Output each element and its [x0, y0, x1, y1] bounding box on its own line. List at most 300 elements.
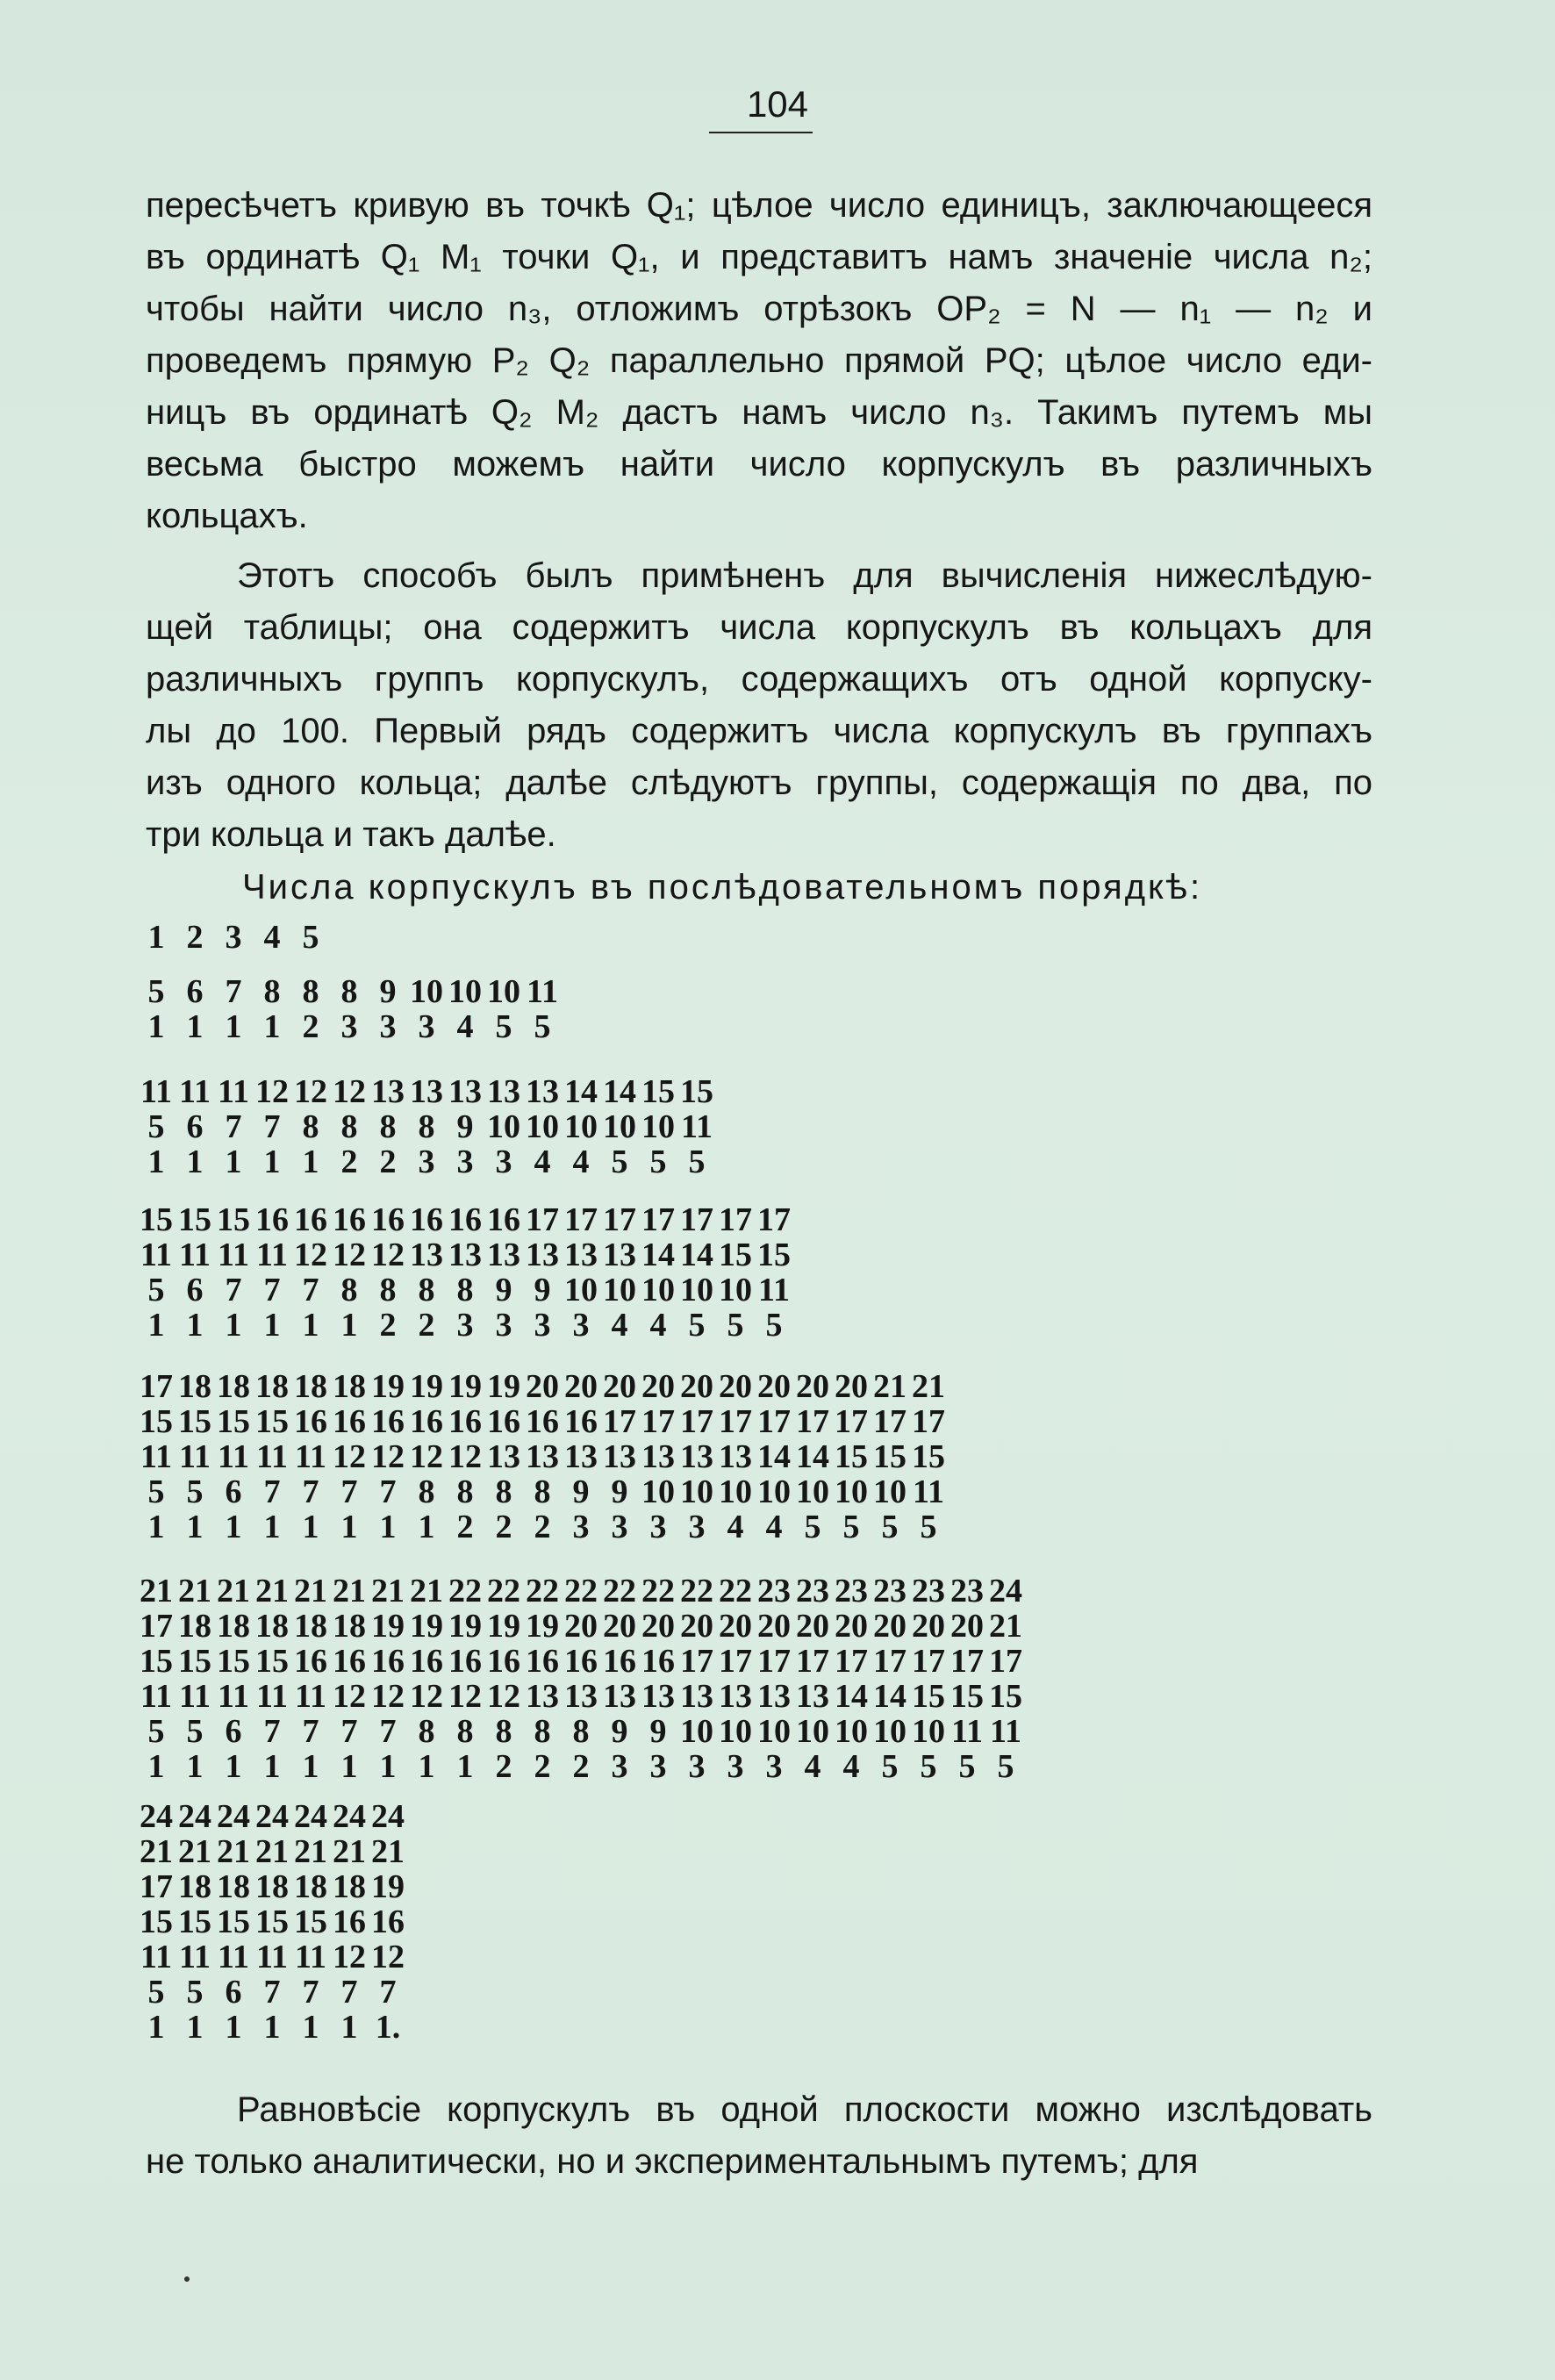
table-cell: 5 [997, 1748, 1014, 1785]
table-cell: 15 [140, 1903, 173, 1940]
table-cell: 15 [255, 1643, 289, 1680]
table-cell: 12 [448, 1678, 482, 1715]
table-cell: 18 [333, 1368, 366, 1405]
table-cell: 1 [418, 1748, 435, 1785]
table-cell: 7 [302, 1272, 319, 1308]
table-cell: 8 [418, 1108, 435, 1145]
table-cell: 14 [680, 1237, 713, 1273]
table-row [137, 1272, 793, 1308]
table-cell: 21 [178, 1573, 211, 1609]
table-cell: 10 [873, 1473, 906, 1510]
table-cell: 9 [649, 1713, 667, 1750]
table-cell: 10 [603, 1272, 636, 1308]
table-cell: 12 [371, 1237, 405, 1273]
table-cell: 3 [418, 1143, 435, 1180]
table-cell: 7 [302, 1974, 319, 2011]
table-row [137, 1904, 407, 1939]
table-row [137, 1679, 1025, 1714]
table-cell: 12 [294, 1073, 327, 1110]
table-cell: 21 [140, 1573, 173, 1609]
table-row [137, 1644, 1025, 1679]
table-cell: 3 [649, 1748, 667, 1785]
table-cell: 1 [302, 1509, 319, 1545]
table-cell: 3 [688, 1509, 706, 1545]
table-cell: 10 [796, 1473, 829, 1510]
table-cell: 20 [950, 1608, 984, 1645]
table-row [137, 1144, 716, 1179]
table-cell: 21 [294, 1833, 327, 1870]
table-cell: 16 [333, 1403, 366, 1440]
ink-speck [184, 2276, 190, 2282]
table-cell: 15 [641, 1073, 675, 1110]
table-cell: 17 [140, 1368, 173, 1405]
table-cell: 12 [333, 1438, 366, 1475]
table-cell: 1 [147, 1143, 165, 1180]
table-cell: 12 [333, 1939, 366, 1975]
table-cell: 1 [302, 1748, 319, 1785]
table-cell: 21 [912, 1368, 945, 1405]
table-cell: 12 [371, 1438, 405, 1475]
text-line: весьма быстро можемъ найти число корпускулъ въ различныхъ [146, 445, 1372, 484]
table-cell: 22 [680, 1573, 713, 1609]
table-cell: 1 [147, 1008, 165, 1045]
table-cell: 8 [534, 1713, 551, 1750]
text-line: различныхъ группъ корпускулъ, содержащихъ отъ одной корпуску- [146, 660, 1372, 699]
table-cell: 5 [842, 1509, 860, 1545]
table-cell: 8 [418, 1473, 435, 1510]
table-cell: 11 [140, 1237, 172, 1273]
table-cell: 11 [913, 1473, 944, 1510]
table-cell: 13 [680, 1678, 713, 1715]
table-cell: 13 [448, 1237, 482, 1273]
table-cell: 13 [603, 1237, 636, 1273]
table-cell: 17 [796, 1643, 829, 1680]
table-cell: 20 [641, 1368, 675, 1405]
table-cell: 1 [456, 1748, 474, 1785]
table-row [137, 1308, 793, 1343]
table-cell: 10 [603, 1108, 636, 1145]
table-cell: 16 [333, 1201, 366, 1238]
table-cell: 16 [448, 1201, 482, 1238]
table-group [137, 920, 330, 955]
table-cell: 12 [371, 1939, 405, 1975]
table-cell: 16 [603, 1643, 636, 1680]
table-cell: 2 [572, 1748, 590, 1785]
text-line: Этотъ способъ былъ примѣненъ для вычисленiя нижеслѣдую- [237, 556, 1372, 595]
table-cell: 19 [371, 1608, 405, 1645]
table-group [137, 1799, 407, 2045]
text-line: не только аналитически, но и экспериментальнымъ путемъ; для [146, 2142, 1199, 2181]
table-cell: 13 [487, 1438, 520, 1475]
table-cell: 20 [680, 1368, 713, 1405]
table-cell: 8 [379, 1272, 397, 1308]
table-cell: 4 [727, 1509, 744, 1545]
table-row [137, 1202, 793, 1237]
table-cell: 15 [178, 1903, 211, 1940]
paragraph-2 [146, 550, 1372, 861]
table-cell: 15 [950, 1678, 984, 1715]
table-cell: 16 [448, 1643, 482, 1680]
table-cell: 15 [217, 1903, 250, 1940]
table-cell: 20 [835, 1368, 868, 1405]
table-cell: 13 [641, 1438, 675, 1475]
table-row [137, 974, 562, 1009]
table-cell: 16 [448, 1403, 482, 1440]
table-cell: 4 [804, 1748, 821, 1785]
table-cell: 16 [371, 1403, 405, 1440]
text-line: щей таблицы; она содержитъ числа корпускулъ въ кольцахъ для [146, 608, 1372, 647]
text-line: три кольца и такъ далѣе. [146, 815, 556, 854]
table-cell: 15 [178, 1403, 211, 1440]
table-cell: 23 [796, 1573, 829, 1609]
table-cell: 5 [186, 1713, 204, 1750]
table-cell: 10 [757, 1473, 791, 1510]
table-cell: 9 [611, 1713, 628, 1750]
table-row [137, 1749, 1025, 1784]
table-cell: 8 [572, 1713, 590, 1750]
table-cell: 12 [448, 1438, 482, 1475]
table-cell: 23 [757, 1573, 791, 1609]
table-cell: 10 [796, 1713, 829, 1750]
table-cell: 16 [410, 1201, 443, 1238]
table-cell: 16 [564, 1403, 598, 1440]
table-cell: 2 [186, 919, 204, 956]
table-cell: 10 [873, 1713, 906, 1750]
table-cell: 7 [225, 1272, 242, 1308]
table-cell: 16 [487, 1201, 520, 1238]
table-cell: 1 [225, 1008, 242, 1045]
table-cell: 24 [140, 1798, 173, 1835]
table-cell: 5 [920, 1509, 937, 1545]
table-cell: 21 [140, 1833, 173, 1870]
table-cell: 8 [495, 1473, 512, 1510]
table-cell: 8 [302, 973, 319, 1010]
table-cell: 14 [603, 1073, 636, 1110]
table-cell: 17 [719, 1403, 752, 1440]
table-cell: 19 [448, 1608, 482, 1645]
table-cell: 1 [186, 1008, 204, 1045]
table-cell: 7 [379, 1473, 397, 1510]
table-group [137, 1369, 948, 1545]
table-cell: 24 [217, 1798, 250, 1835]
table-cell: 1. [375, 2009, 401, 2046]
table-cell: 24 [294, 1798, 327, 1835]
table-cell: 12 [294, 1237, 327, 1273]
table-cell: 4 [534, 1143, 551, 1180]
table-cell: 11 [256, 1237, 288, 1273]
table-cell: 1 [186, 2009, 204, 2046]
table-cell: 13 [757, 1678, 791, 1715]
table-cell: 11 [179, 1939, 211, 1975]
table-cell: 17 [873, 1643, 906, 1680]
table-cell: 5 [147, 1974, 165, 2011]
table-cell: 9 [379, 973, 397, 1010]
table-cell: 11 [681, 1108, 713, 1145]
table-cell: 1 [340, 1509, 358, 1545]
table-caption: Числа корпускулъ въ послѣдовательномъ порядкѣ: [242, 868, 1203, 907]
table-cell: 20 [603, 1608, 636, 1645]
table-cell: 20 [603, 1368, 636, 1405]
table-cell: 1 [263, 1307, 281, 1344]
table-cell: 11 [256, 1438, 288, 1475]
text-line: проведемъ прямую P₂ Q₂ параллельно прямой PQ; цѣлое число еди- [146, 341, 1372, 380]
table-cell: 1 [263, 1509, 281, 1545]
table-cell: 6 [225, 1473, 242, 1510]
table-cell: 3 [572, 1509, 590, 1545]
table-cell: 7 [225, 973, 242, 1010]
table-cell: 2 [340, 1143, 358, 1180]
table-cell: 13 [719, 1438, 752, 1475]
table-cell: 4 [765, 1509, 783, 1545]
table-cell: 16 [294, 1643, 327, 1680]
table-cell: 13 [410, 1073, 443, 1110]
table-cell: 11 [990, 1713, 1021, 1750]
table-cell: 22 [526, 1573, 559, 1609]
table-cell: 2 [495, 1509, 512, 1545]
table-cell: 7 [263, 1108, 281, 1145]
table-cell: 15 [680, 1073, 713, 1110]
table-cell: 19 [410, 1608, 443, 1645]
table-cell: 2 [534, 1748, 551, 1785]
table-cell: 10 [448, 973, 482, 1010]
table-cell: 17 [757, 1643, 791, 1680]
table-row [137, 1009, 562, 1044]
table-cell: 13 [487, 1073, 520, 1110]
table-cell: 1 [302, 1143, 319, 1180]
table-cell: 1 [379, 1748, 397, 1785]
table-cell: 14 [757, 1438, 791, 1475]
table-cell: 16 [487, 1643, 520, 1680]
table-cell: 21 [255, 1833, 289, 1870]
table-cell: 17 [641, 1403, 675, 1440]
table-cell: 8 [340, 1108, 358, 1145]
table-cell: 8 [302, 1108, 319, 1145]
table-cell: 17 [835, 1403, 868, 1440]
table-cell: 13 [603, 1438, 636, 1475]
table-row [137, 1799, 407, 1834]
table-cell: 16 [255, 1201, 289, 1238]
table-cell: 22 [564, 1573, 598, 1609]
table-cell: 16 [371, 1903, 405, 1940]
table-row [137, 1834, 407, 1869]
table-cell: 3 [340, 1008, 358, 1045]
table-cell: 3 [495, 1143, 512, 1180]
table-cell: 15 [989, 1678, 1022, 1715]
table-cell: 20 [719, 1368, 752, 1405]
table-cell: 20 [873, 1608, 906, 1645]
table-group [137, 974, 562, 1044]
table-cell: 8 [534, 1473, 551, 1510]
table-cell: 3 [649, 1509, 667, 1545]
table-cell: 11 [295, 1939, 326, 1975]
table-cell: 10 [680, 1713, 713, 1750]
table-cell: 6 [225, 1974, 242, 2011]
table-cell: 10 [757, 1713, 791, 1750]
table-cell: 20 [680, 1608, 713, 1645]
table-cell: 15 [719, 1237, 752, 1273]
table-cell: 5 [688, 1307, 706, 1344]
table-cell: 14 [796, 1438, 829, 1475]
table-cell: 17 [719, 1643, 752, 1680]
table-cell: 11 [295, 1438, 326, 1475]
table-cell: 3 [379, 1008, 397, 1045]
table-cell: 1 [263, 2009, 281, 2046]
table-cell: 18 [294, 1608, 327, 1645]
table-cell: 24 [255, 1798, 289, 1835]
table-cell: 5 [186, 1473, 204, 1510]
table-cell: 13 [564, 1438, 598, 1475]
table-cell: 7 [263, 1272, 281, 1308]
table-cell: 17 [835, 1643, 868, 1680]
table-cell: 1 [147, 1748, 165, 1785]
table-row [137, 1237, 793, 1272]
table-row [137, 1474, 948, 1509]
table-cell: 15 [217, 1403, 250, 1440]
table-cell: 13 [448, 1073, 482, 1110]
page-number: 104 [746, 83, 809, 125]
table-cell: 7 [379, 1974, 397, 2011]
table-cell: 23 [912, 1573, 945, 1609]
table-cell: 18 [255, 1368, 289, 1405]
table-cell: 9 [572, 1473, 590, 1510]
table-cell: 1 [225, 2009, 242, 2046]
table-cell: 17 [564, 1201, 598, 1238]
table-cell: 11 [140, 1939, 172, 1975]
table-cell: 24 [989, 1573, 1022, 1609]
table-row [137, 1404, 948, 1439]
table-cell: 5 [147, 1108, 165, 1145]
table-cell: 22 [448, 1573, 482, 1609]
table-cell: 8 [456, 1713, 474, 1750]
table-row [137, 1975, 407, 2010]
table-cell: 11 [218, 1237, 249, 1273]
table-cell: 17 [641, 1201, 675, 1238]
table-cell: 3 [727, 1748, 744, 1785]
table-cell: 20 [757, 1368, 791, 1405]
table-cell: 17 [912, 1403, 945, 1440]
table-cell: 5 [147, 1473, 165, 1510]
table-cell: 5 [804, 1509, 821, 1545]
paragraph-1 [146, 180, 1372, 542]
table-cell: 22 [719, 1573, 752, 1609]
table-cell: 11 [527, 973, 558, 1010]
table-cell: 12 [371, 1678, 405, 1715]
table-cell: 15 [255, 1403, 289, 1440]
table-cell: 7 [225, 1108, 242, 1145]
table-cell: 16 [410, 1643, 443, 1680]
table-cell: 8 [340, 1272, 358, 1308]
table-cell: 2 [302, 1008, 319, 1045]
table-cell: 15 [294, 1903, 327, 1940]
table-cell: 6 [186, 1108, 204, 1145]
table-cell: 9 [495, 1272, 512, 1308]
table-cell: 1 [225, 1509, 242, 1545]
table-cell: 2 [495, 1748, 512, 1785]
table-row [137, 920, 330, 955]
table-cell: 17 [140, 1608, 173, 1645]
table-row [137, 1714, 1025, 1749]
table-cell: 11 [256, 1939, 288, 1975]
table-cell: 1 [186, 1509, 204, 1545]
table-cell: 1 [263, 1143, 281, 1180]
table-cell: 15 [912, 1438, 945, 1475]
table-cell: 23 [835, 1573, 868, 1609]
table-cell: 4 [572, 1143, 590, 1180]
table-cell: 13 [564, 1678, 598, 1715]
table-row [137, 1439, 948, 1474]
table-cell: 1 [263, 1008, 281, 1045]
table-cell: 14 [641, 1237, 675, 1273]
table-cell: 18 [217, 1868, 250, 1905]
table-cell: 13 [564, 1237, 598, 1273]
paragraph-3 [146, 2084, 1372, 2188]
table-cell: 20 [796, 1608, 829, 1645]
table-cell: 12 [487, 1678, 520, 1715]
table-cell: 13 [641, 1678, 675, 1715]
text-line: Равновѣсiе корпускулъ въ одной плоскости можно изслѣдовать [237, 2090, 1372, 2129]
table-cell: 18 [294, 1868, 327, 1905]
table-cell: 12 [410, 1678, 443, 1715]
table-cell: 16 [371, 1201, 405, 1238]
table-cell: 20 [757, 1608, 791, 1645]
table-cell: 15 [912, 1678, 945, 1715]
table-cell: 13 [487, 1237, 520, 1273]
table-cell: 7 [340, 1473, 358, 1510]
table-cell: 19 [410, 1368, 443, 1405]
table-cell: 22 [603, 1573, 636, 1609]
table-cell: 10 [835, 1473, 868, 1510]
table-cell: 17 [680, 1201, 713, 1238]
table-cell: 21 [410, 1573, 443, 1609]
table-cell: 1 [225, 1307, 242, 1344]
table-row [137, 1939, 407, 1975]
table-cell: 1 [186, 1748, 204, 1785]
table-cell: 5 [147, 1713, 165, 1750]
table-cell: 11 [140, 1438, 172, 1475]
table-cell: 18 [178, 1368, 211, 1405]
table-cell: 11 [218, 1073, 249, 1110]
table-cell: 13 [526, 1438, 559, 1475]
table-cell: 5 [688, 1143, 706, 1180]
table-cell: 11 [140, 1678, 172, 1715]
table-cell: 5 [495, 1008, 512, 1045]
table-cell: 10 [680, 1473, 713, 1510]
table-cell: 3 [456, 1143, 474, 1180]
table-cell: 17 [140, 1868, 173, 1905]
table-cell: 10 [641, 1108, 675, 1145]
table-cell: 5 [920, 1748, 937, 1785]
table-cell: 23 [873, 1573, 906, 1609]
table-cell: 14 [835, 1678, 868, 1715]
table-cell: 1 [147, 1509, 165, 1545]
table-cell: 21 [989, 1608, 1022, 1645]
table-cell: 1 [340, 1307, 358, 1344]
table-cell: 13 [796, 1678, 829, 1715]
table-cell: 16 [410, 1403, 443, 1440]
table-group [137, 1202, 793, 1343]
table-cell: 11 [218, 1939, 249, 1975]
table-cell: 18 [294, 1368, 327, 1405]
table-cell: 21 [371, 1573, 405, 1609]
table-cell: 11 [179, 1438, 211, 1475]
table-cell: 10 [719, 1713, 752, 1750]
table-cell: 15 [140, 1201, 173, 1238]
table-cell: 12 [255, 1073, 289, 1110]
table-row [137, 1509, 948, 1545]
table-cell: 20 [564, 1368, 598, 1405]
table-cell: 19 [371, 1868, 405, 1905]
table-cell: 8 [418, 1272, 435, 1308]
